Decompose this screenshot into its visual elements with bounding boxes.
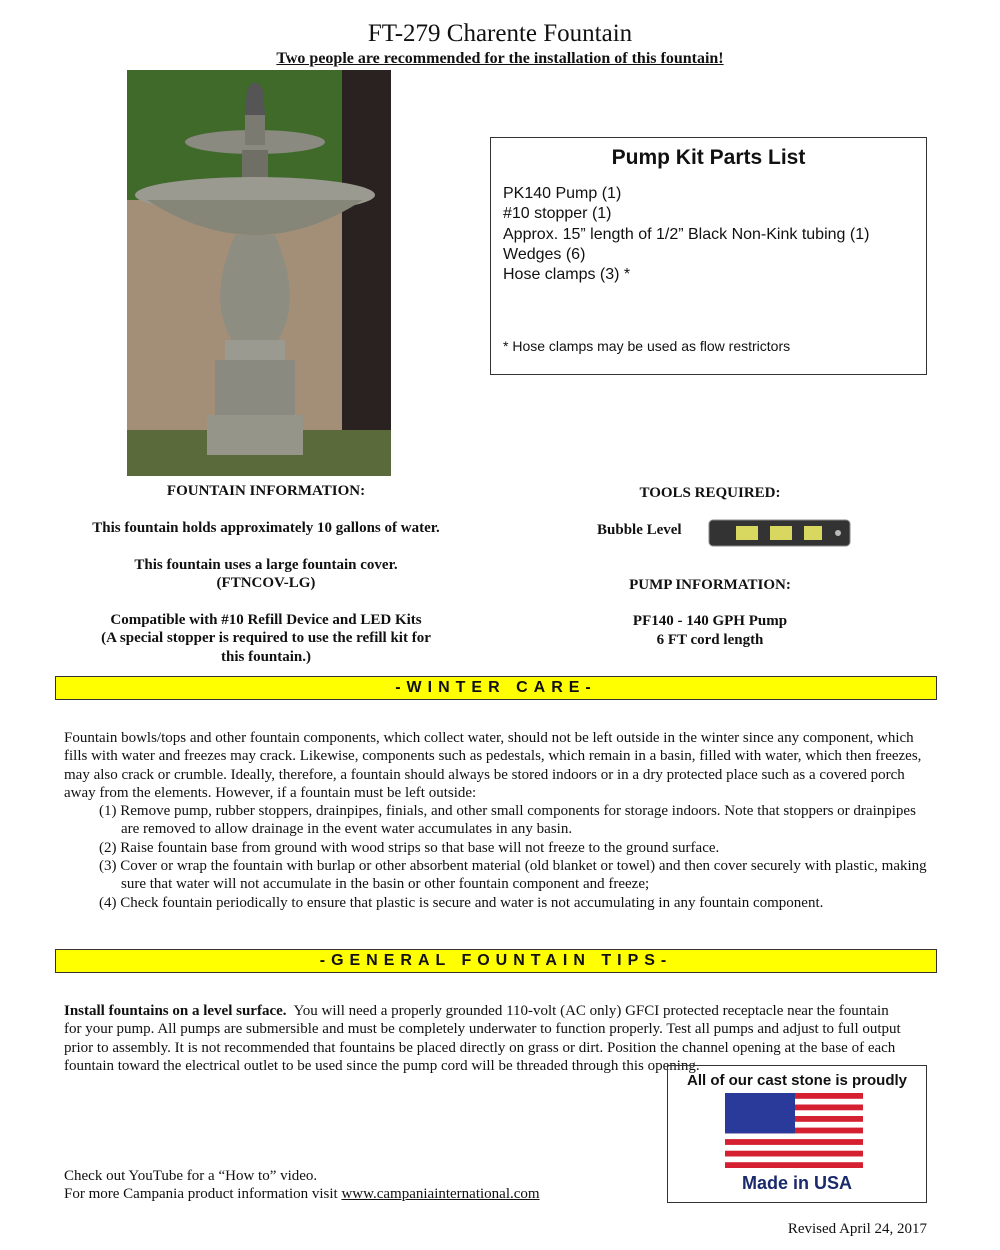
winter-step: (1) Remove pump, rubber stoppers, drainpipes, finials, and other small components for storage indoors. Note that stoppers or drainpipes are removed to allow drainage in the event water accumulates in any basin. [99,803,916,838]
youtube-note: Check out YouTube for a “How to” video. [64,1168,318,1184]
page-title: FT-279 Charente Fountain [367,20,633,47]
cover-info: This fountain uses a large fountain cover. [134,557,398,573]
tool-item: Bubble Level [597,522,682,538]
winter-step: (4) Check fountain periodically to ensure that plastic is secure and water is not accumulating in any fountain component. [99,894,824,911]
kit-item: Wedges (6) [503,245,586,263]
pump-cord: 6 FT cord length [656,632,764,648]
kit-item: Approx. 15” length of 1/2” Black Non-Kink tubing (1) [503,225,870,243]
campania-link[interactable]: www.campaniainternational.com [341,1186,540,1203]
more-info-prefix: For more Campania product information visit [64,1186,338,1203]
bubble-level-icon [708,518,851,548]
compat-note: (A special stopper is required to use the refill kit for [101,630,431,646]
pump-info-heading: PUMP INFORMATION: [629,577,791,593]
kit-item: #10 stopper (1) [503,205,612,223]
tips-body: You will need a properly grounded 110-volt (AC only) GFCI protected receptacle near the fountain for your pump. All pumps are submersible and must be completely underwater to function properly. Test all pumps and adjust to full output prior to assembly. It is not recommended that fountains be placed directly on grass or dirt. Position the channel opening at the base of each fountain toward the electrical outlet to be used since the pump cord will be threaded through this opening. [64,1003,901,1074]
winter-intro: Fountain bowls/tops and other fountain components, which collect water, should not be left outside in the winter since any component, which fills with water and freezes may crack. Likewise, components such as pedestals, which remain in a basin, filled with water, which then freezes, may also crack or crumble. Ideally, therefore, a fountain should always be stored indoors or in a dry protected place such as a covered porch away from the elements. However, if a fountain must be left outside: [64,730,922,801]
tips-lead: Install fountains on a level surface. [64,1003,287,1019]
compat-note-end: this fountain.) [220,649,312,665]
fountain-info-heading: FOUNTAIN INFORMATION: [166,483,366,499]
made-in-usa-badge [667,1065,927,1203]
us-flag-icon [725,1093,863,1168]
winter-step: (2) Raise fountain base from ground with wood strips so that base will not freeze to the ground surface. [99,839,720,856]
pump-kit-parts-list [490,137,927,375]
installation-warning: Two people are recommended for the installation of this fountain! [276,50,724,67]
winter-step: (3) Cover or wrap the fountain with burlap or other absorbent material (old blanket or towel) and then cover securely with plastic, making sure that water will not accumulate in the basin or other fountain component and freeze; [99,858,927,893]
kit-note: * Hose clamps may be used as flow restrictors [503,338,791,354]
usa-badge-top: All of our cast stone is proudly [686,1072,908,1089]
fountain-photo [127,70,391,476]
pump-kit-title: Pump Kit Parts List [611,146,806,169]
compat-info: Compatible with #10 Refill Device and LED Kits [110,612,422,628]
winter-care-text [64,729,934,912]
winter-care-heading: -WINTER CARE- [55,676,937,700]
kit-item: PK140 Pump (1) [503,185,622,202]
general-tips-heading: -GENERAL FOUNTAIN TIPS- [55,949,937,973]
tools-heading: TOOLS REQUIRED: [639,485,781,501]
usa-badge-bottom: Made in USA [741,1173,852,1193]
fountain-capacity: This fountain holds approximately 10 gallons of water. [92,520,440,536]
kit-item: Hose clamps (3) * [503,266,631,284]
pump-model: PF140 - 140 GPH Pump [632,613,788,629]
cover-code: (FTNCOV-LG) [216,575,316,591]
revision-date: Revised April 24, 2017 [787,1221,927,1237]
